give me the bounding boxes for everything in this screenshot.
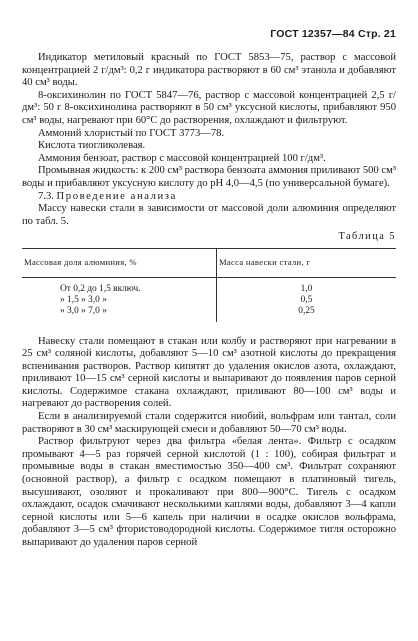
table-cell: От 0,2 до 1,5 включ. — [22, 277, 216, 295]
table-row — [22, 306, 396, 322]
table-cell: 0,5 — [300, 294, 313, 305]
document-body — [22, 52, 396, 550]
table-row — [22, 277, 396, 295]
paragraph: Кислота тиогликолевая. — [38, 140, 146, 152]
paragraph: Навеску стали помещают в стакан или колбу и растворяют при нагревании в 25 см³ соляной кислоты, добавляют 5—10 см³ азотной кислоты до прекращения вспенивания растворов. Раствор кипятят до удаления окислов азота, охлаждают, приливают 10—15 см³ серной кислоты и выпаривают до появления паров серной кислоты. Содержимое стакана охлаждают, приливают 80—100 см³ воды и нагревают до растворения солей. — [22, 335, 396, 410]
table-cell: 0,25 — [298, 305, 315, 316]
table-header-cell: Масса навески стали, г — [216, 248, 396, 277]
table-cell: » 3,0 » 7,0 » — [22, 306, 216, 322]
table-header-cell: Массовая доля алюминия, % — [22, 248, 216, 277]
paragraph: Индикатор метиловый красный по ГОСТ 5853—75, раствор с массовой концентрацией 2 г/дм³: 0,2 г индикатора растворяют в 60 см³ этанола и добавляют 40 см³ воды. — [22, 52, 396, 89]
paragraph: Аммония бензоат, раствор с массовой концентрацией 100 г/дм³. — [38, 152, 326, 164]
paragraph: Массу навески стали в зависимости от массовой доли алюминия определяют по табл. 5. — [22, 203, 396, 227]
paragraph: 8-оксихинолин по ГОСТ 5847—76, раствор с массовой концентрацией 2,5 г/дм³: 50 г 8-оксихинолина растворяют в 50 см³ уксусной кислоты, прибавляют 950 см³ воды, нагревают при 60°С до растворения, охлаждают и фильтруют. — [22, 89, 396, 126]
section-title: Проведение анализа — [56, 190, 177, 202]
paragraph: Промывная жидкость: к 200 см³ раствора бензоата аммония приливают 500 см³ воды и прибавляют уксусную кислоту до рН 4,0—4,5 (по универсальной бумаге). — [22, 165, 397, 189]
page-header: ГОСТ 12357—84 Стр. 21 — [270, 28, 396, 40]
paragraph: Если в анализируемой стали содержится ниобий, вольфрам или тантал, соли растворяют в 30 см³ маскирующей смеси и добавляют 50—70 см³ воды. — [22, 411, 396, 435]
table-cell: 1,0 — [300, 283, 313, 294]
table-row — [22, 295, 396, 306]
section-number: 7.3. — [38, 190, 54, 202]
section-heading — [22, 191, 396, 204]
table-caption: Таблица 5 — [338, 231, 396, 243]
paragraph: Аммоний хлористый по ГОСТ 3773—78. — [38, 127, 225, 139]
table-cell: » 1,5 » 3,0 » — [22, 295, 216, 306]
table-5 — [22, 248, 396, 322]
paragraph: Раствор фильтруют через два фильтра «белая лента». Фильтр с осадком промывают 4—5 раз горячей серной кислотой (1 : 100), собирая фильтрат и промывные воды в стакан вместимостью 350—400 см³. Фильтрат сохраняют (основной раствор), а фильтр с осадком помещают в платиновый тигель, высушивают, озоляют и прокаливают при 800—900°С. Тигель с осадком охлаждают, осадок смачивают несколькими каплями воды, добавляют 3—4 капли серной кислоты или 5—6 капель при наличии в осадке окислов вольфрама, добавляют 3—5 см³ фтористоводородной кислоты. Содержимое тигля осторожно выпаривают до удаления паров серной — [22, 436, 396, 548]
